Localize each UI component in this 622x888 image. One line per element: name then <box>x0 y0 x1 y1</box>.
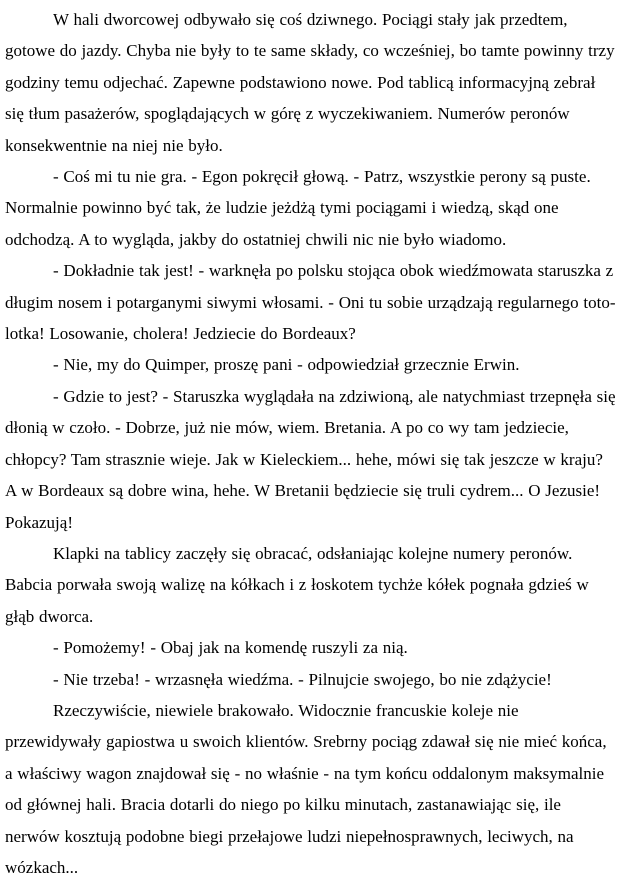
paragraph: - Nie, my do Quimper, proszę pani - odpowiedział grzecznie Erwin. <box>53 355 520 375</box>
paragraph: - Pomożemy! - Obaj jak na komendę ruszyli za nią. <box>53 638 408 658</box>
paragraph: Rzeczywiście, niewiele brakowało. Widocznie francuskie koleje nie przewidywały gapiostwa u swoich klientów. Srebrny pociąg zdawał się nie mieć końca, a właściwy wagon znajdował się - no właśnie - na tym końcu oddalonym maksymalnie od głównej hali. Bracia dotarli do niego po kilku minutach, zastanawiając się, ile nerwów kosztują podobne biegi przełajowe ludzi niepełnosprawnych, leciwych, na wózkach... <box>5 700 607 877</box>
paragraph: - Nie trzeba! - wrzasnęła wiedźma. - Pilnujcie swojego, bo nie zdążycie! <box>53 669 552 689</box>
paragraph: Klapki na tablicy zaczęły się obracać, odsłaniając kolejne numery peronów. Babcia porwała swoją walizę na kółkach i z łoskotem tychże kółek pognała gdzieś w głąb dworca. <box>5 543 589 626</box>
paragraph: - Dokładnie tak jest! - warknęła po polsku stojąca obok wiedźmowata staruszka z długim nosem i potarganymi siwymi włosami. - Oni tu sobie urządzają regularnego toto-lotka! Losowanie, cholera! Jedziecie do Bordeaux? <box>5 261 616 344</box>
paragraph: - Gdzie to jest? - Staruszka wyglądała na zdziwioną, ale natychmiast trzepnęła się dłonią w czoło. - Dobrze, już nie mów, wiem. Bretania. A po co wy tam jedziecie, chłopcy? Tam strasznie wieje. Jak w Kieleckiem... hehe, mówi się tak jeszcze w kraju? A w Bordeaux są dobre wina, hehe. W Bretanii będziecie się truli cydrem... O Jezusie! Pokazują! <box>5 386 616 532</box>
paragraph: W hali dworcowej odbywało się coś dziwnego. Pociągi stały jak przedtem, gotowe do jazdy. Chyba nie były to te same składy, co wcześniej, bo tamte powinny trzy godziny temu odjechać. Zapewne podstawiono nowe. Pod tablicą informacyjną zebrał się tłum pasażerów, spoglądających w górę z wyczekiwaniem. Numerów peronów konsekwentnie na niej nie było. <box>5 10 615 155</box>
paragraph: - Coś mi tu nie gra. - Egon pokręcił głową. - Patrz, wszystkie perony są puste. Normalnie powinno być tak, że ludzie jeżdżą tymi pociągami i wiedzą, skąd one odchodzą. A to wygląda, jakby do ostatniej chwili nic nie było wiadomo. <box>5 167 591 249</box>
